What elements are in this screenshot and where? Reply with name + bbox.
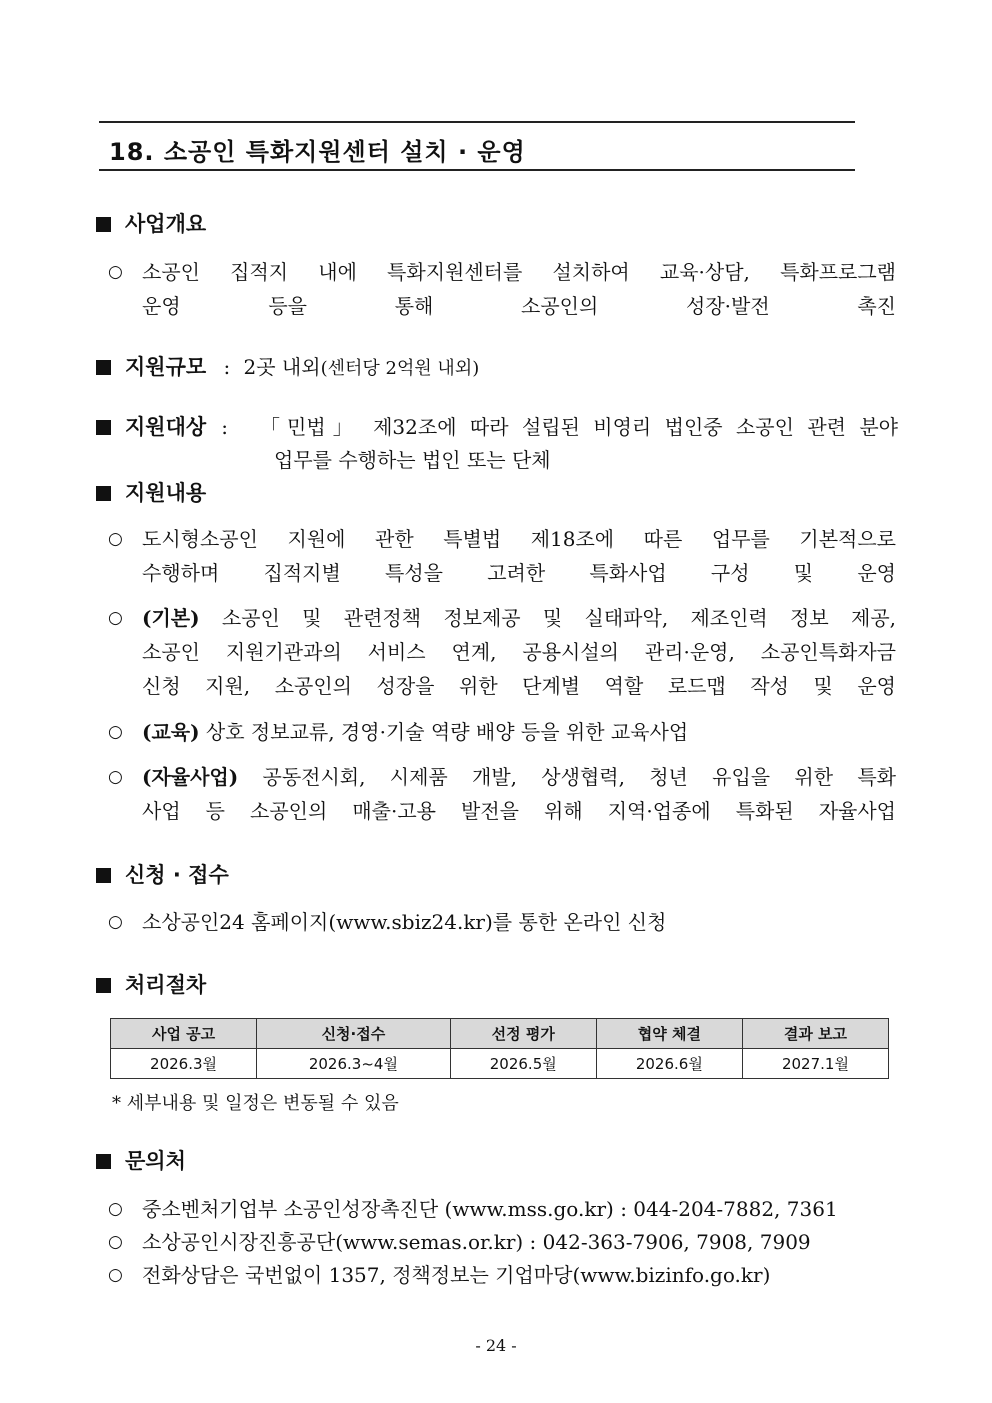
heading-apply-label: 신청 · 접수 (125, 863, 229, 887)
heading-target (96, 411, 898, 443)
title-box (99, 121, 855, 171)
content-4-tag: (자율사업) (142, 765, 239, 789)
content-2-line-3: 신청 지원, 소공인의 성장을 위한 단계별 역할 로드맵 작성 및 운영 (142, 674, 896, 698)
scale-value-note: (센터당 2억원 내외) (320, 358, 480, 379)
circle-bullet-icon: ○ (108, 912, 123, 932)
heading-scale (96, 352, 479, 382)
content-3-tag: (교육) (142, 720, 200, 744)
content-4-line-1-wrap (142, 760, 896, 794)
overview-line-1: 소공인 집적지 내에 특화지원센터를 설치하여 교육·상담, 특화프로그램 (142, 260, 896, 284)
content-2-line-2: 소공인 지원기관과의 서비스 연계, 공용시설의 관리·운영, 소공인특화자금 (142, 640, 896, 664)
apply-line-1: 소상공인24 홈페이지(www.sbiz24.kr)를 통한 온라인 신청 (142, 910, 667, 934)
content-4-line-1: 공동전시회, 시제품 개발, 상생협력, 청년 유입을 위한 특화 (238, 765, 896, 789)
contact-line-1: 중소벤처기업부 소공인성장촉진단 (www.mss.go.kr) : 044-204-7882, 7361 (142, 1197, 838, 1221)
heading-target-wrap (96, 415, 206, 439)
content-2-line-1-wrap (142, 601, 896, 635)
process-value-5: 2027.1월 (742, 1049, 888, 1079)
circle-bullet-icon: ○ (108, 529, 123, 549)
heading-overview-label: 사업개요 (125, 212, 207, 236)
target-line-2: 업무를 수행하는 법인 또는 단체 (274, 448, 551, 472)
process-header-row (111, 1019, 889, 1049)
square-bullet-icon (96, 360, 111, 375)
page-number: - 24 - (475, 1336, 517, 1355)
circle-bullet-icon: ○ (108, 1199, 123, 1219)
heading-scale-label: 지원규모 (125, 355, 207, 379)
circle-bullet-icon: ○ (108, 767, 123, 787)
square-bullet-icon (96, 486, 111, 501)
heading-contact-label: 문의처 (125, 1149, 186, 1173)
square-bullet-icon (96, 420, 111, 435)
heading-target-label: 지원대상 (125, 415, 207, 439)
heading-overview (96, 209, 206, 239)
process-header-1: 사업 공고 (111, 1019, 257, 1049)
contact-bullet-1 (108, 1192, 898, 1226)
overview-line-2: 운영 등을 통해 소공인의 성장·발전 촉진 (142, 294, 896, 318)
scale-value: 2곳 내외 (243, 355, 321, 379)
process-table (110, 1018, 889, 1079)
process-header-3: 선정 평가 (450, 1019, 596, 1049)
target-line-1: 「민법」 제32조에 따라 설립된 비영리 법인중 소공인 관련 분야 (260, 415, 898, 439)
content-4-line-2: 사업 등 소공인의 매출·고용 발전을 위해 지역·업종에 특화된 자율사업 (142, 799, 896, 823)
content-2-line-1: 소공인 및 관련정책 정보제공 및 실태파악, 제조인력 정보 제공, (199, 606, 896, 630)
circle-bullet-icon: ○ (108, 1232, 123, 1252)
content-bullet-4 (108, 760, 898, 828)
heading-contact (96, 1146, 186, 1176)
square-bullet-icon (96, 217, 111, 232)
circle-bullet-icon: ○ (108, 608, 123, 628)
contact-bullet-2 (108, 1225, 898, 1259)
circle-bullet-icon: ○ (108, 1265, 123, 1285)
content-1-line-1: 도시형소공인 지원에 관한 특별법 제18조에 따른 업무를 기본적으로 (142, 527, 896, 551)
square-bullet-icon (96, 978, 111, 993)
process-header-2: 신청·접수 (257, 1019, 451, 1049)
process-header-5: 결과 보고 (742, 1019, 888, 1049)
process-value-2: 2026.3~4월 (257, 1049, 451, 1079)
circle-bullet-icon: ○ (108, 722, 123, 742)
content-bullet-1 (108, 522, 898, 590)
square-bullet-icon (96, 1154, 111, 1169)
heading-content-label: 지원내용 (125, 481, 207, 505)
contact-line-2: 소상공인시장진흥공단(www.semas.or.kr) : 042-363-7906, 7908, 7909 (142, 1230, 811, 1254)
scale-separator: : (223, 355, 231, 379)
square-bullet-icon (96, 868, 111, 883)
content-3-line-1-wrap (142, 715, 896, 749)
apply-bullet (108, 905, 898, 939)
process-value-4: 2026.6월 (596, 1049, 742, 1079)
process-value-1: 2026.3월 (111, 1049, 257, 1079)
process-note: * 세부내용 및 일정은 변동될 수 있음 (112, 1093, 399, 1114)
content-bullet-3 (108, 715, 898, 749)
content-3-line-1: 상호 정보교류, 경영·기술 역량 배양 등을 위한 교육사업 (199, 720, 689, 744)
heading-process (96, 970, 206, 1000)
page-title: 18. 소공인 특화지원센터 설치 · 운영 (109, 138, 526, 166)
content-2-tag: (기본) (142, 606, 200, 630)
process-value-3: 2026.5월 (450, 1049, 596, 1079)
target-separator: : (221, 415, 228, 439)
circle-bullet-icon: ○ (108, 262, 123, 282)
process-value-row (111, 1049, 889, 1079)
contact-bullet-3 (108, 1258, 898, 1292)
content-bullet-2 (108, 601, 898, 703)
contact-line-3: 전화상담은 국번없이 1357, 정책정보는 기업마당(www.bizinfo.go.kr) (142, 1263, 771, 1287)
heading-process-label: 처리절차 (125, 973, 207, 997)
process-header-4: 협약 체결 (596, 1019, 742, 1049)
content-1-line-2: 수행하며 집적지별 특성을 고려한 특화사업 구성 및 운영 (142, 561, 896, 585)
heading-apply (96, 860, 229, 890)
overview-bullet (108, 255, 898, 323)
heading-content (96, 478, 206, 508)
